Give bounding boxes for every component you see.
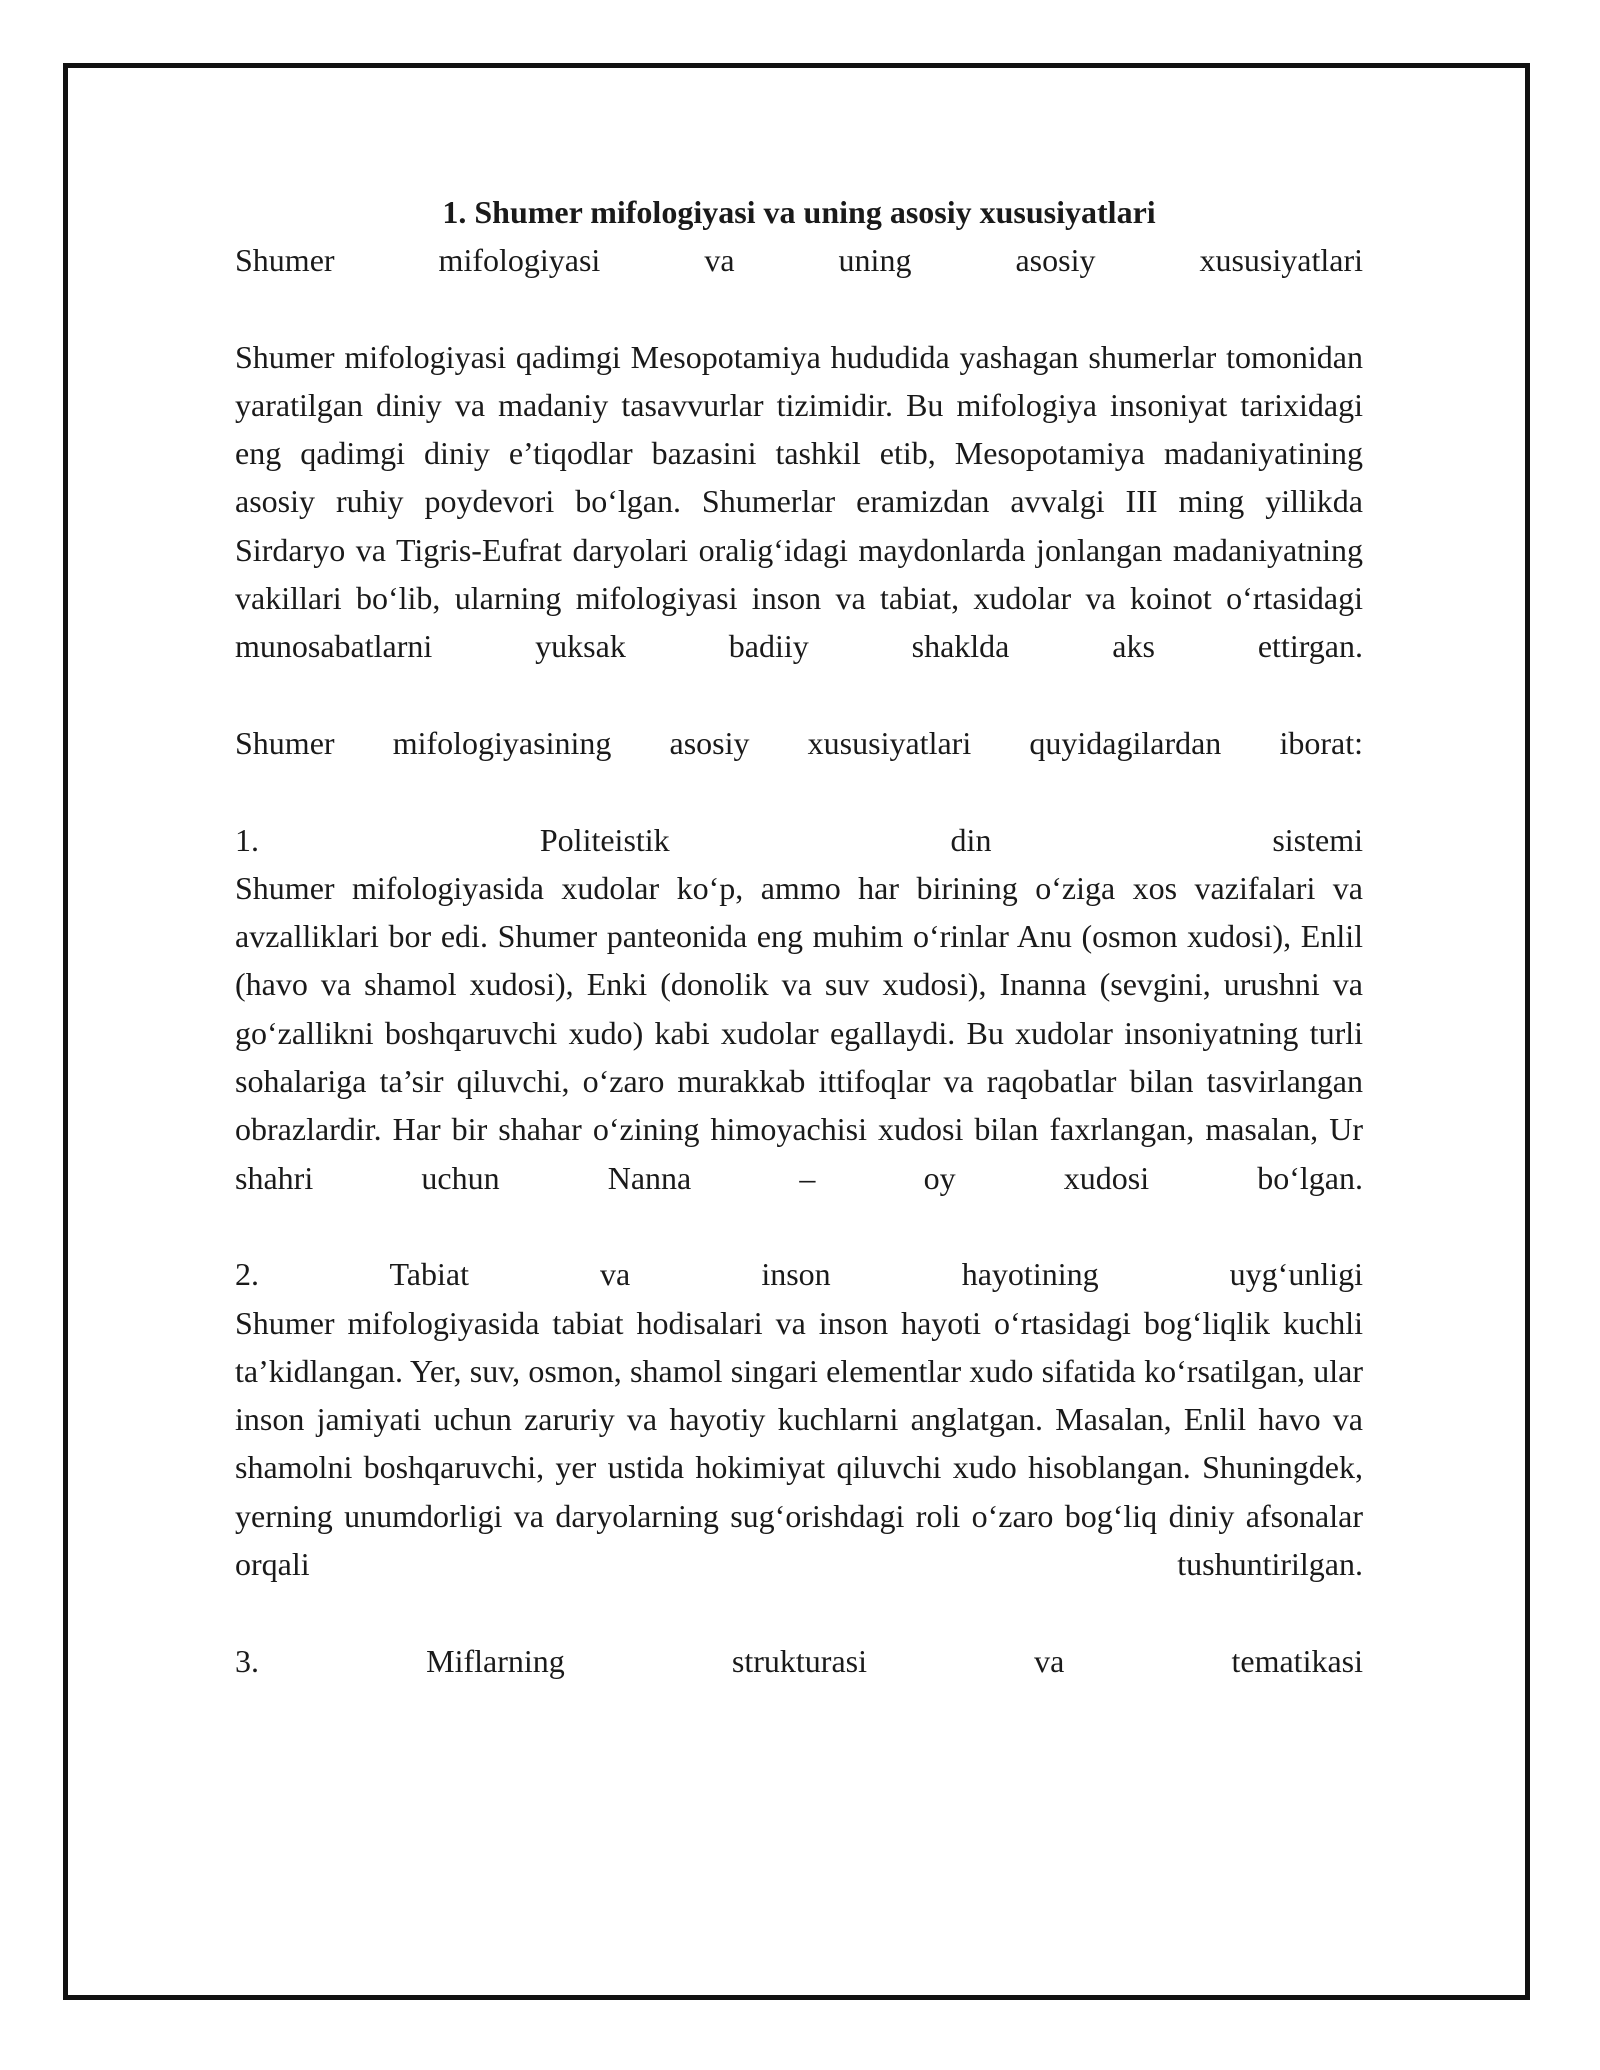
paragraph-spacer <box>235 767 1363 815</box>
section-heading-3: 3. Miflarning strukturasi va tematikasi <box>235 1642 1363 1679</box>
section-body-1: Shumer mifologiyasida xudolar ko‘p, ammo har birining o‘ziga xos vazifalari va avzalliklari bor edi. Shumer panteonida eng muhim o‘rinlar Anu (osmon xudosi), Enlil (havo va shamol xudosi), Enki (donolik va suv xudosi), Inanna (sevgini, urushni va go‘zallikni boshqaruvchi xudo) kabi xudolar egallaydi. Bu xudolar insoniyatning turli sohalariga ta’sir qiluvchi, o‘zaro murakkab ittifoqlar va raqobatlar bilan tasvirlangan obrazlardir. Har bir shahar o‘zining himoyachisi xudosi bilan faxrlangan, masalan, Ur shahri uchun Nanna – oy xudosi bo‘lgan. <box>235 869 1363 1196</box>
paragraph-spacer <box>235 284 1363 332</box>
section-heading-1: 1. Politeistik din sistemi <box>235 821 1363 858</box>
section-body-2: Shumer mifologiyasida tabiat hodisalari va inson hayoti o‘rtasidagi bog‘liqlik kuchli ta’kidlangan. Yer, suv, osmon, shamol singari elementlar xudo sifatida ko‘rsatilgan, ular inson jamiyati uchun zaruriy va hayotiy kuchlarni anglatgan. Masalan, Enlil havo va shamolni boshqaruvchi, yer ustida hokimiyat qiluvchi xudo hisoblangan. Shuningdek, yerning unumdorligi va daryolarning sug‘orishdagi roli o‘zaro bog‘liq diniy afsonalar orqali tushuntirilgan. <box>235 1304 1363 1583</box>
document-subtitle: Shumer mifologiyasi va uning asosiy xususiyatlari <box>235 242 1363 278</box>
document-body <box>235 188 1363 1685</box>
paragraph-spacer <box>235 1202 1363 1250</box>
paragraph-spacer <box>235 1588 1363 1636</box>
document-title: 1. Shumer mifologiyasi va uning asosiy xususiyatlari <box>442 194 1156 230</box>
section-heading-2: 2. Tabiat va inson hayotining uyg‘unligi <box>235 1256 1363 1293</box>
paragraph-spacer <box>235 671 1363 719</box>
intro-paragraph: Shumer mifologiyasi qadimgi Mesopotamiya hududida yashagan shumerlar tomonidan yaratilgan diniy va madaniy tasavvurlar tizimidir. Bu mifologiya insoniyat tarixidagi eng qadimgi diniy e’tiqodlar bazasini tashkil etib, Mesopotamiya madaniyatining asosiy ruhiy poydevori bo‘lgan. Shumerlar eramizdan avvalgi III ming yillikda Sirdaryo va Tigris-Eufrat daryolari oralig‘idagi maydonlarda jonlangan madaniyatning vakillari bo‘lib, ularning mifologiyasi inson va tabiat, xudolar va koinot o‘rtasidagi munosabatlarni yuksak badiiy shaklda aks ettirgan. <box>235 338 1363 665</box>
features-intro: Shumer mifologiyasining asosiy xususiyatlari quyidagilardan iborat: <box>235 724 1363 761</box>
